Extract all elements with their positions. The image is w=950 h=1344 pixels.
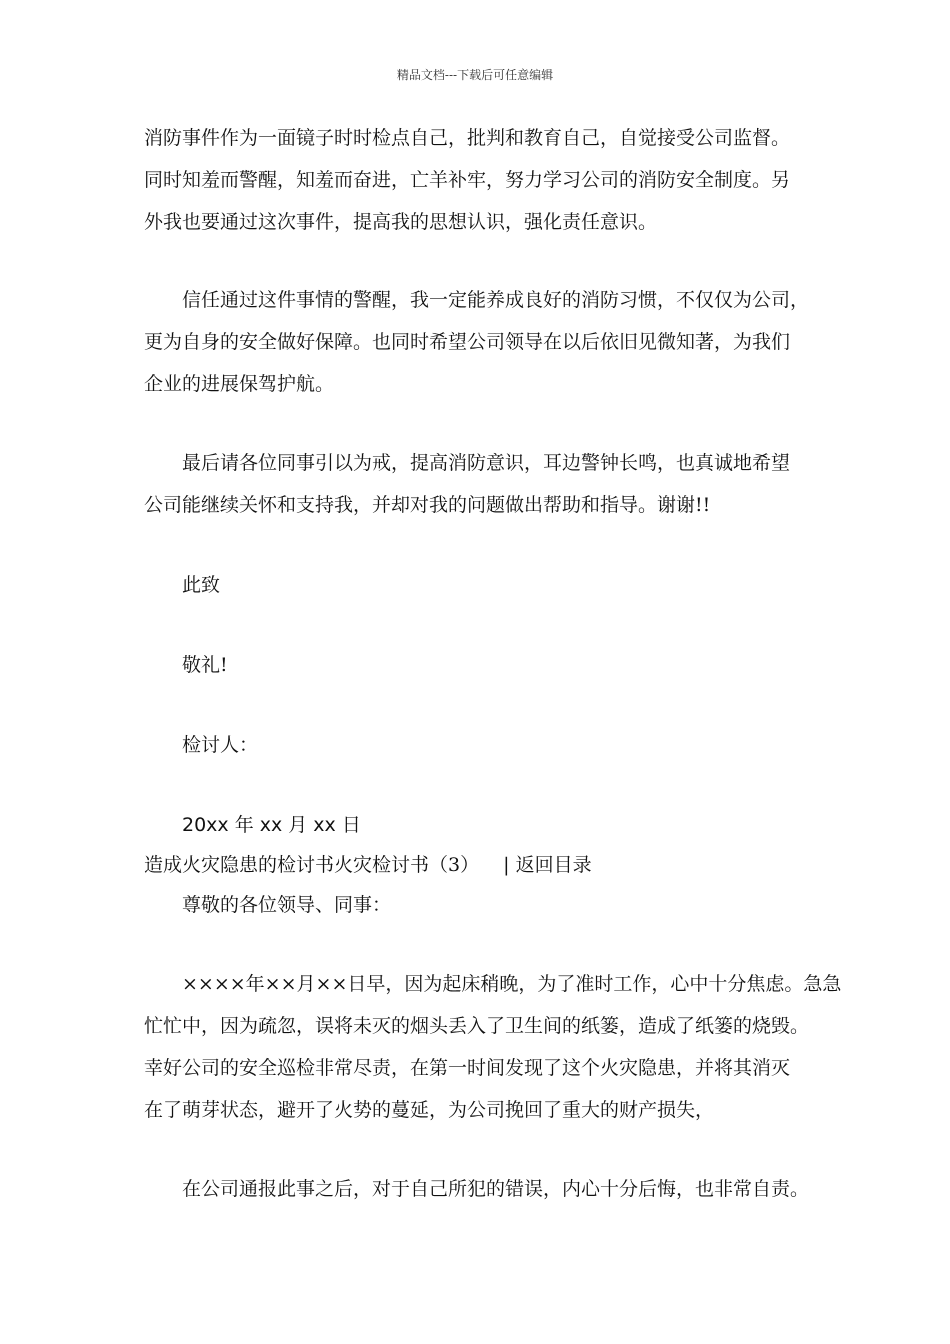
paragraph-line: 更为自身的安全做好保障。也同时希望公司领导在以后依旧见微知著，为我们: [144, 331, 791, 353]
paragraph-line: 消防事件作为一面镜子时时检点自己，批判和教育自己，自觉接受公司监督。: [144, 127, 791, 149]
page-header: 精品文档---下载后可任意编辑: [396, 68, 554, 82]
closing-salute: 此致: [182, 574, 221, 596]
paragraph-line: 公司能继续关怀和支持我，并却对我的问题做出帮助和指导。谢谢!!: [144, 494, 711, 516]
section-title-row: [144, 853, 592, 877]
paragraph-line: 在了萌芽状态，避开了火势的蔓延，为公司挽回了重大的财产损失，: [144, 1099, 715, 1121]
section-title: 造成火灾隐患的检讨书火灾检讨书（3）: [144, 854, 480, 876]
date-line: 20xx 年 xx 月 xx 日: [182, 814, 361, 836]
closing-regards: 敬礼!: [182, 654, 228, 676]
paragraph-line: ××××年××月××日早，因为起床稍晚，为了准时工作，心中十分焦虑。急急: [182, 973, 842, 995]
greeting: 尊敬的各位领导、同事：: [182, 894, 392, 916]
paragraph-line: 忙忙中，因为疏忽，误将未灭的烟头丢入了卫生间的纸篓，造成了纸篓的烧毁。: [144, 1015, 810, 1037]
signer-label: 检讨人：: [182, 734, 259, 756]
paragraph-line: 最后请各位同事引以为戒，提高消防意识，耳边警钟长鸣，也真诚地希望: [182, 452, 791, 474]
paragraph-line: 外我也要通过这次事件，提高我的思想认识，强化责任意识。: [144, 211, 658, 233]
paragraph-line: 幸好公司的安全巡检非常尽责，在第一时间发现了这个火灾隐患，并将其消灭: [144, 1057, 791, 1079]
paragraph-line: 在公司通报此事之后，对于自己所犯的错误，内心十分后悔，也非常自责。: [182, 1178, 810, 1200]
paragraph-line: 同时知羞而警醒，知羞而奋进，亡羊补牢，努力学习公司的消防安全制度。另: [144, 169, 791, 191]
back-to-contents-link[interactable]: | 返回目录: [503, 854, 592, 876]
paragraph-line: 信任通过这件事情的警醒，我一定能养成良好的消防习惯，不仅仅为公司，: [182, 289, 810, 311]
paragraph-line: 企业的进展保驾护航。: [144, 373, 335, 395]
